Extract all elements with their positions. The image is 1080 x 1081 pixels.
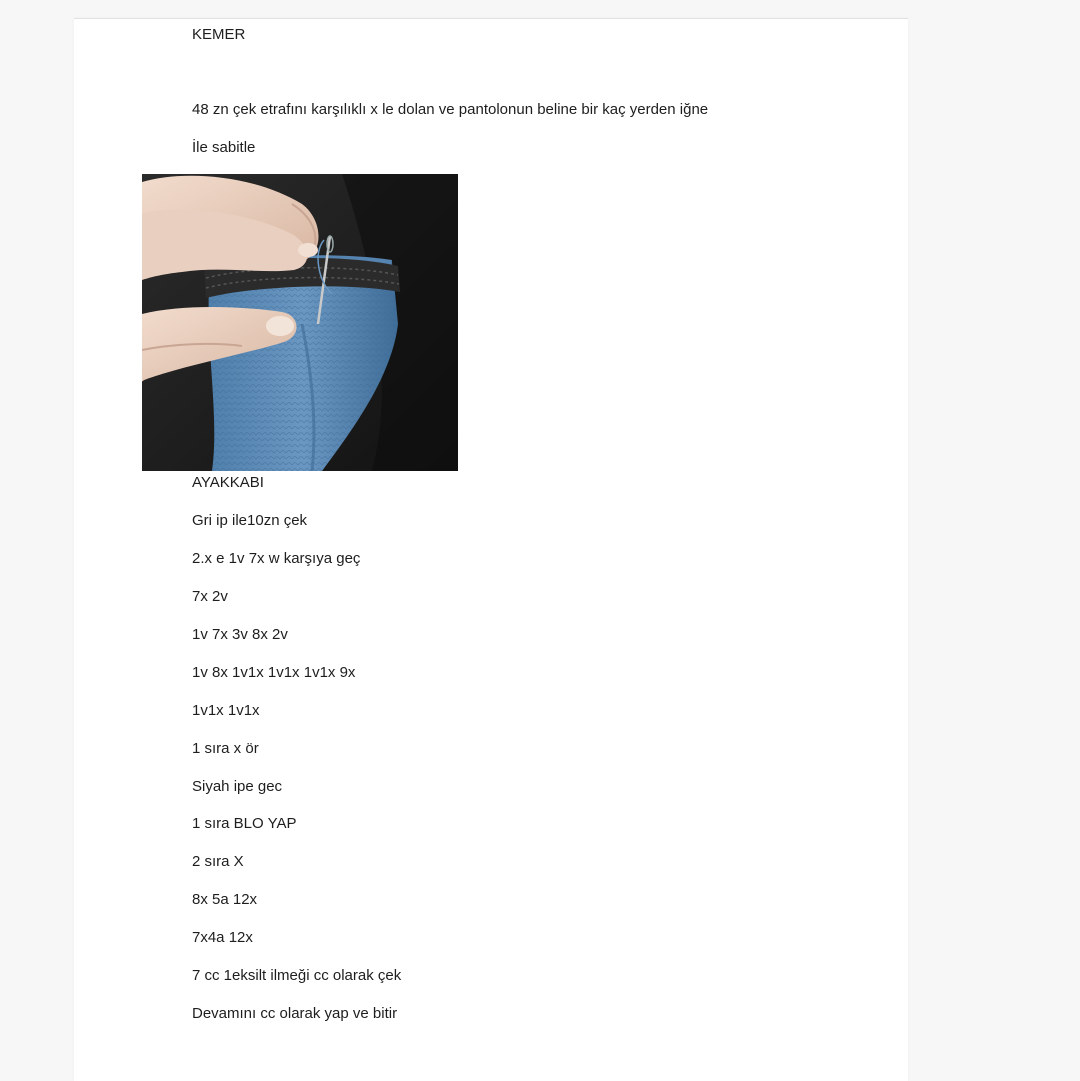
ayakkabi-step: 1 sıra x ör xyxy=(192,740,259,757)
ayakkabi-step: 1v 8x 1v1x 1v1x 1v1x 9x xyxy=(192,664,356,681)
ayakkabi-step: 2 sıra X xyxy=(192,853,244,870)
ayakkabi-step: Devamını cc olarak yap ve bitir xyxy=(192,1005,398,1022)
ayakkabi-step: 7x4a 12x xyxy=(192,929,253,946)
ayakkabi-step: 7 cc 1eksilt ilmeği cc olarak çek xyxy=(192,967,402,984)
ayakkabi-step: Siyah ipe gec xyxy=(192,778,283,795)
ayakkabi-step: 8x 5a 12x xyxy=(192,891,258,908)
ayakkabi-step: 7x 2v xyxy=(192,588,228,605)
ayakkabi-step: 2.x e 1v 7x w karşıya geç xyxy=(192,550,361,567)
ayakkabi-step: 1v 7x 3v 8x 2v xyxy=(192,626,288,643)
belt-photo xyxy=(142,174,458,471)
kemer-heading: KEMER xyxy=(192,26,246,43)
kemer-instruction-line-1: 48 zn çek etrafını karşılıklı x le dolan ve pantolonun beline bir kaç yerden iğne xyxy=(192,101,709,118)
ayakkabi-step: 1 sıra BLO YAP xyxy=(192,815,297,832)
kemer-instruction-line-2: İle sabitle xyxy=(192,139,256,156)
ayakkabi-heading: AYAKKABI xyxy=(192,474,264,491)
ayakkabi-step: Gri ip ile10zn çek xyxy=(192,512,308,529)
crochet-pants-belt-illustration xyxy=(142,174,458,471)
ayakkabi-step: 1v1x 1v1x xyxy=(192,702,260,719)
